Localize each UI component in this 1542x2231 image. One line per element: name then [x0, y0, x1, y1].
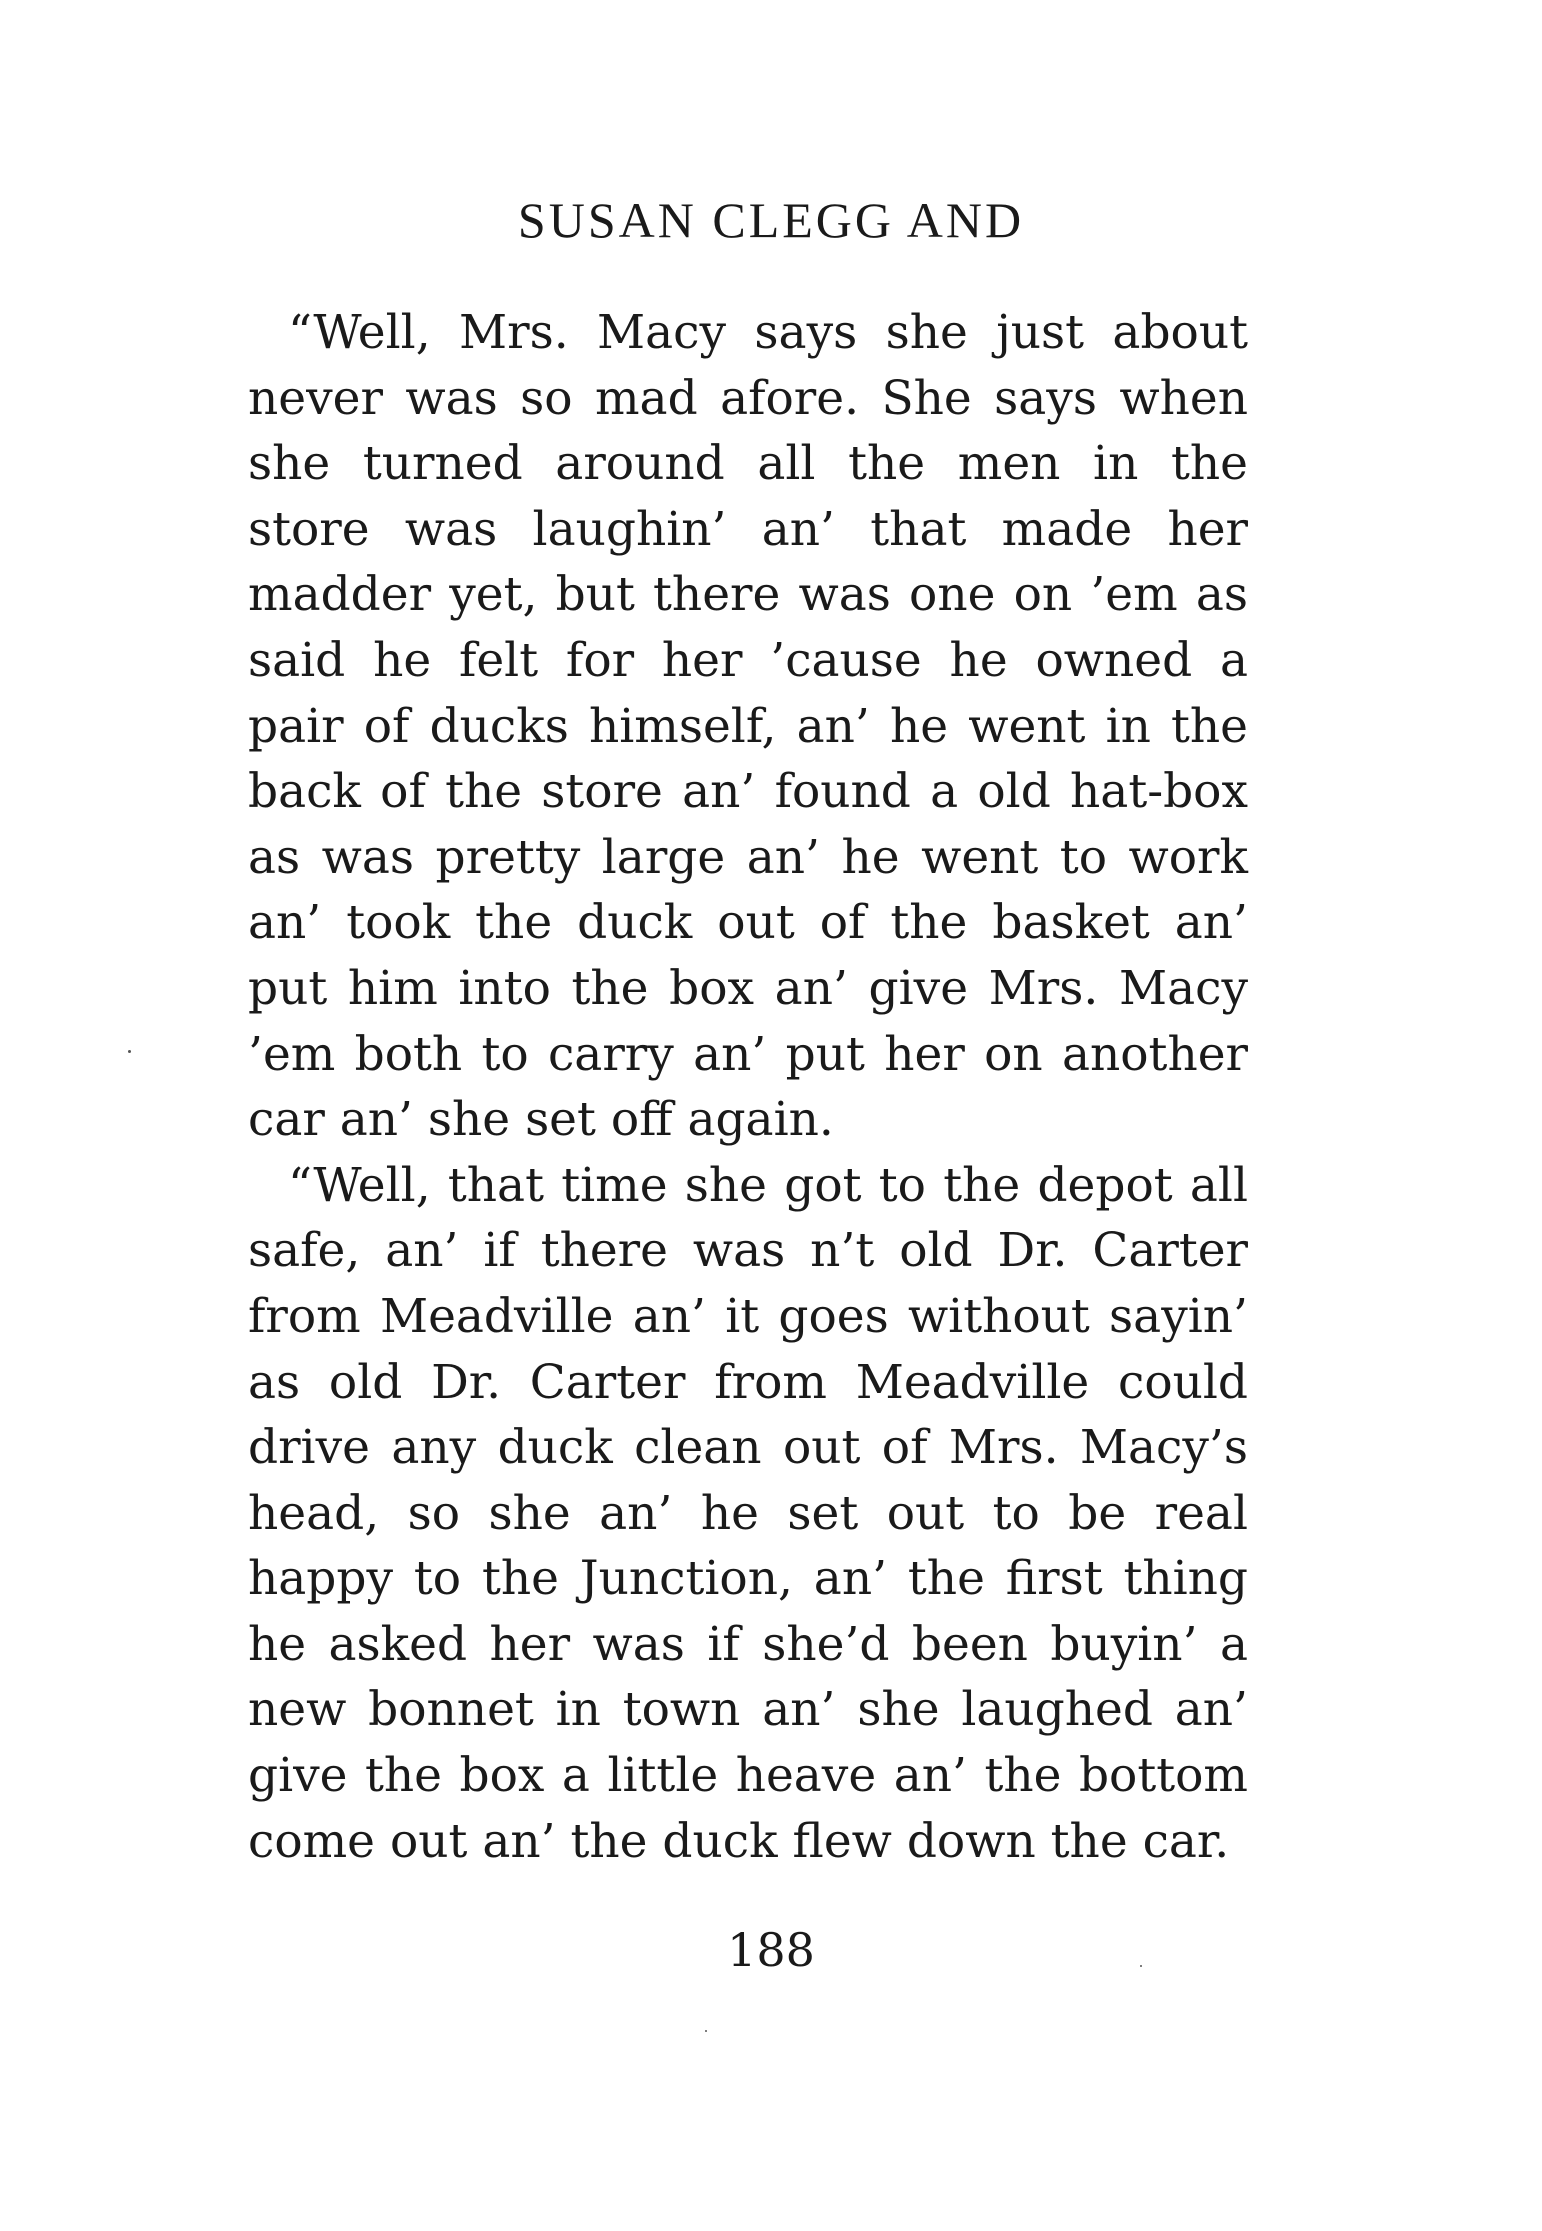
running-head: SUSAN CLEGG AND	[517, 192, 1025, 248]
paper-speck	[128, 1050, 131, 1053]
paragraph-2: “Well, that time she got to the depot all safe, an’ if there was n’t old Dr. Carter from Meadville an’ it goes without sayin’ as old Dr. Carter from Meadville could drive any duck clean out of Mrs. Macy’s head, so she an’ he set out to be real happy to the Junction, an’ the first thing he asked her was if she’d been buyin’ a new bonnet in town an’ she laughed an’ give the box a little heave an’ the bottom come out an’ the duck flew down the car.	[248, 1157, 1248, 1869]
body-text	[248, 300, 1248, 1874]
paper-speck	[705, 2030, 707, 2032]
paragraph-1: “Well, Mrs. Macy says she just about never was so mad afore. She says when she turned around all the men in the store was laughin’ an’ that made her madder yet, but there was one on ’em as said he felt for her ’cause he owned a pair of ducks himself, an’ he went in the back of the store an’ found a old hat-box as was pretty large an’ he went to work an’ took the duck out of the basket an’ put him into the box an’ give Mrs. Macy ’em both to carry an’ put her on another car an’ she set off again.	[248, 305, 1248, 1148]
page-number: 188	[727, 1923, 815, 1977]
paper-speck	[1140, 1965, 1142, 1967]
